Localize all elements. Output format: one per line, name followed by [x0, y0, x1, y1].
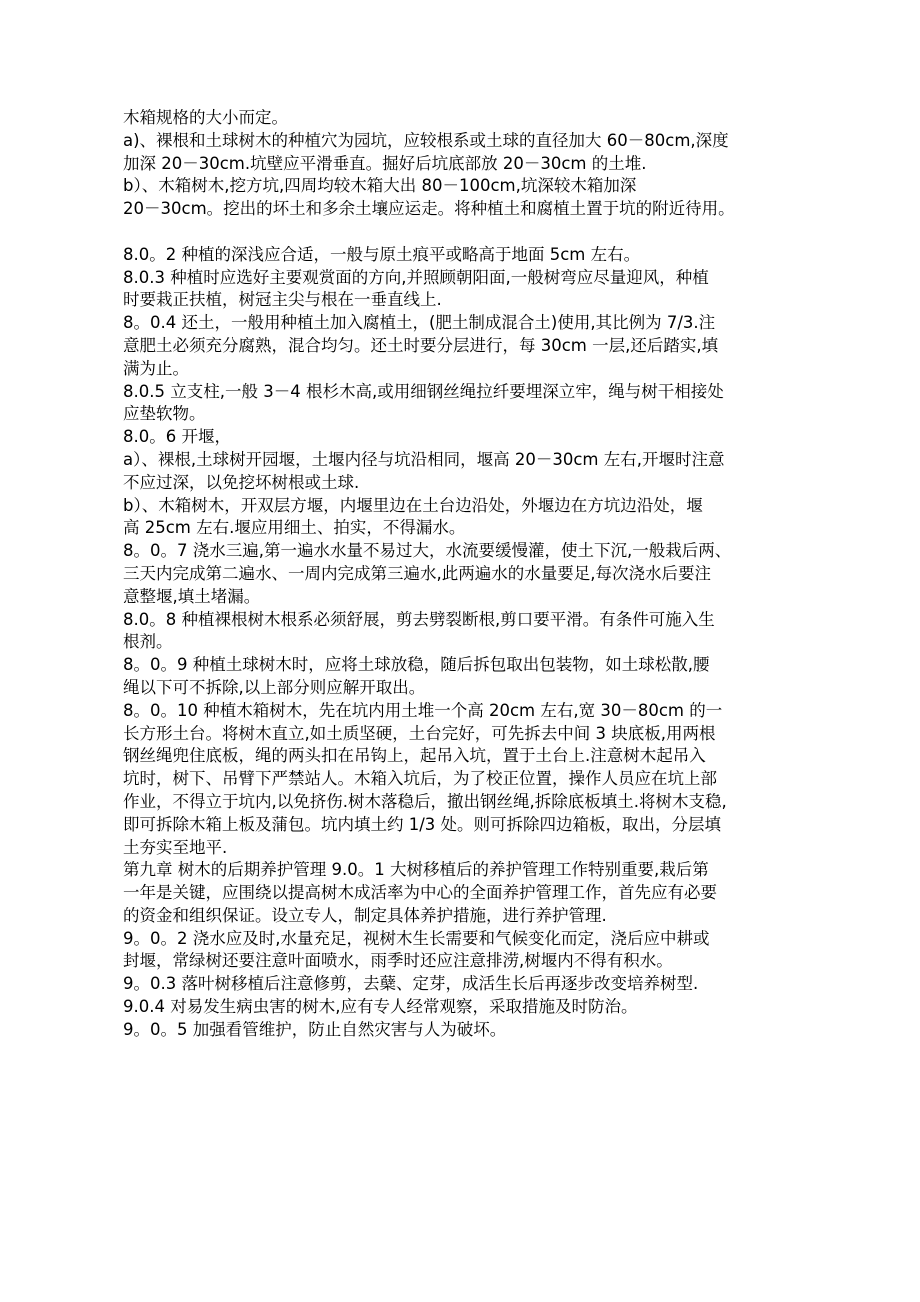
text-line: 8。0。9 种植土球树木时，应将土球放稳，随后拆包取出包装物，如土球松散,腰 — [123, 655, 710, 675]
text-line: 8.0。6 开堰， — [123, 427, 231, 447]
text-line: 时要栽正扶植，树冠主尖与根在一垂直线上. — [123, 290, 442, 310]
text-line: a)、裸根和土球树木的种植穴为园坑，应较根系或土球的直径加大 60－80cm,深度 — [123, 130, 729, 150]
text-line: 8.0.5 立支柱,一般 3－4 根杉木高,或用细钢丝绳拉纤要埋深立牢，绳与树干相接处 — [123, 381, 724, 401]
text-line: 钢丝绳兜住底板，绳的两头扣在吊钩上，起吊入坑，置于土台上.注意树木起吊入 — [123, 746, 706, 766]
text-line: 加深 20－30cm.坑壁应平滑垂直。掘好后坑底部放 20－30cm 的土堆. — [123, 153, 647, 173]
text-line: 满为止。 — [123, 358, 189, 378]
text-line: 20－30cm。挖出的坏土和多余土壤应运走。将种植土和腐植土置于坑的附近待用。 — [123, 199, 735, 219]
text-line: 木箱规格的大小而定。 — [123, 108, 288, 127]
text-line: 9.0.4 对易发生病虫害的树木,应有专人经常观察，采取措施及时防治。 — [123, 997, 638, 1017]
text-line: 第九章 树木的后期养护管理 9.0。1 大树移植后的养护管理工作特别重要,栽后第 — [123, 860, 709, 880]
text-line: b）、木箱树木,挖方坑,四周均较木箱大出 80－100cm,坑深较木箱加深 — [123, 176, 637, 196]
text-line: 不应过深，以免挖坏树根或土球. — [123, 472, 360, 492]
text-line: 坑时，树下、吊臂下严禁站人。木箱入坑后，为了校正位置，操作人员应在坑上部 — [123, 769, 717, 789]
text-line: 绳以下可不拆除,以上部分则应解开取出。 — [123, 677, 426, 697]
text-line: 封堰，常绿树还要注意叶面喷水，雨季时还应注意排涝,树堰内不得有积水。 — [123, 951, 673, 971]
text-line: 意肥土必须充分腐熟，混合均匀。还土时要分层进行，每 30cm 一层,还后踏实,填 — [123, 335, 719, 355]
text-line: a）、裸根,土球树开园堰，土堰内径与坑沿相同，堰高 20－30cm 左右,开堰时注意 — [123, 449, 725, 469]
text-line: 高 25cm 左右.堰应用细土、拍实，不得漏水。 — [123, 518, 466, 538]
text-line: 8.0。8 种植裸根树木根系必须舒展，剪去劈裂断根,剪口要平滑。有条件可施入生 — [123, 609, 715, 629]
text-line: 应垫软物。 — [123, 404, 206, 424]
document-page — [123, 107, 813, 1042]
text-line: 8.0.3 种植时应选好主要观赏面的方向,并照顾朝阳面,一般树弯应尽量迎风，种植 — [123, 267, 709, 287]
text-line: 三天内完成第二遍水、一周内完成第三遍水,此两遍水的水量要足,每次浇水后要注 — [123, 563, 711, 583]
text-line: 9。0。2 浇水应及时,水量充足，视树木生长需要和气候变化而定，浇后应中耕或 — [123, 928, 710, 948]
text-line: 9。0.3 落叶树移植后注意修剪，去蘖、定芽，成活生长后再逐步改变培养树型. — [123, 974, 699, 994]
text-line: 意整堰,填土堵漏。 — [123, 586, 261, 606]
text-line: 8。0.4 还土，一般用种植土加入腐植土，(肥土制成混合土)使用,其比例为 7/3.注 — [123, 313, 716, 333]
text-line: 8。0。7 浇水三遍,第一遍水水量不易过大，水流要缓慢灌，使土下沉,一般栽后两、 — [123, 541, 732, 561]
text-line: 一年是关键，应围绕以提高树木成活率为中心的全面养护管理工作，首先应有必要 — [123, 883, 717, 903]
blank-line — [123, 221, 813, 244]
text-line: 9。0。5 加强看管维护，防止自然灾害与人为破坏。 — [123, 1019, 507, 1039]
text-line: 8。0。10 种植木箱树木，先在坑内用土堆一个高 20cm 左右,宽 30－80cm 的一 — [123, 700, 723, 720]
text-line: b）、木箱树木，开双层方堰，内堰里边在土台边沿处，外堰边在方坑边沿处，堰 — [123, 495, 703, 515]
text-line: 作业，不得立于坑内,以免挤伤.树木落稳后，撤出钢丝绳,拆除底板填土.将树木支稳, — [123, 791, 727, 811]
text-line: 8.0。2 种植的深浅应合适，一般与原土痕平或略高于地面 5cm 左右。 — [123, 244, 641, 264]
text-line: 土夯实至地平. — [123, 837, 228, 857]
text-line: 即可拆除木箱上板及蒲包。坑内填土约 1/3 处。则可拆除四边箱板，取出，分层填 — [123, 814, 722, 834]
text-line: 的资金和组织保证。设立专人，制定具体养护措施，进行养护管理. — [123, 905, 607, 925]
text-line: 根剂。 — [123, 632, 173, 652]
text-line: 长方形土台。将树木直立,如土质坚硬，土台完好，可先拆去中间 3 块底板,用两根 — [123, 723, 716, 743]
